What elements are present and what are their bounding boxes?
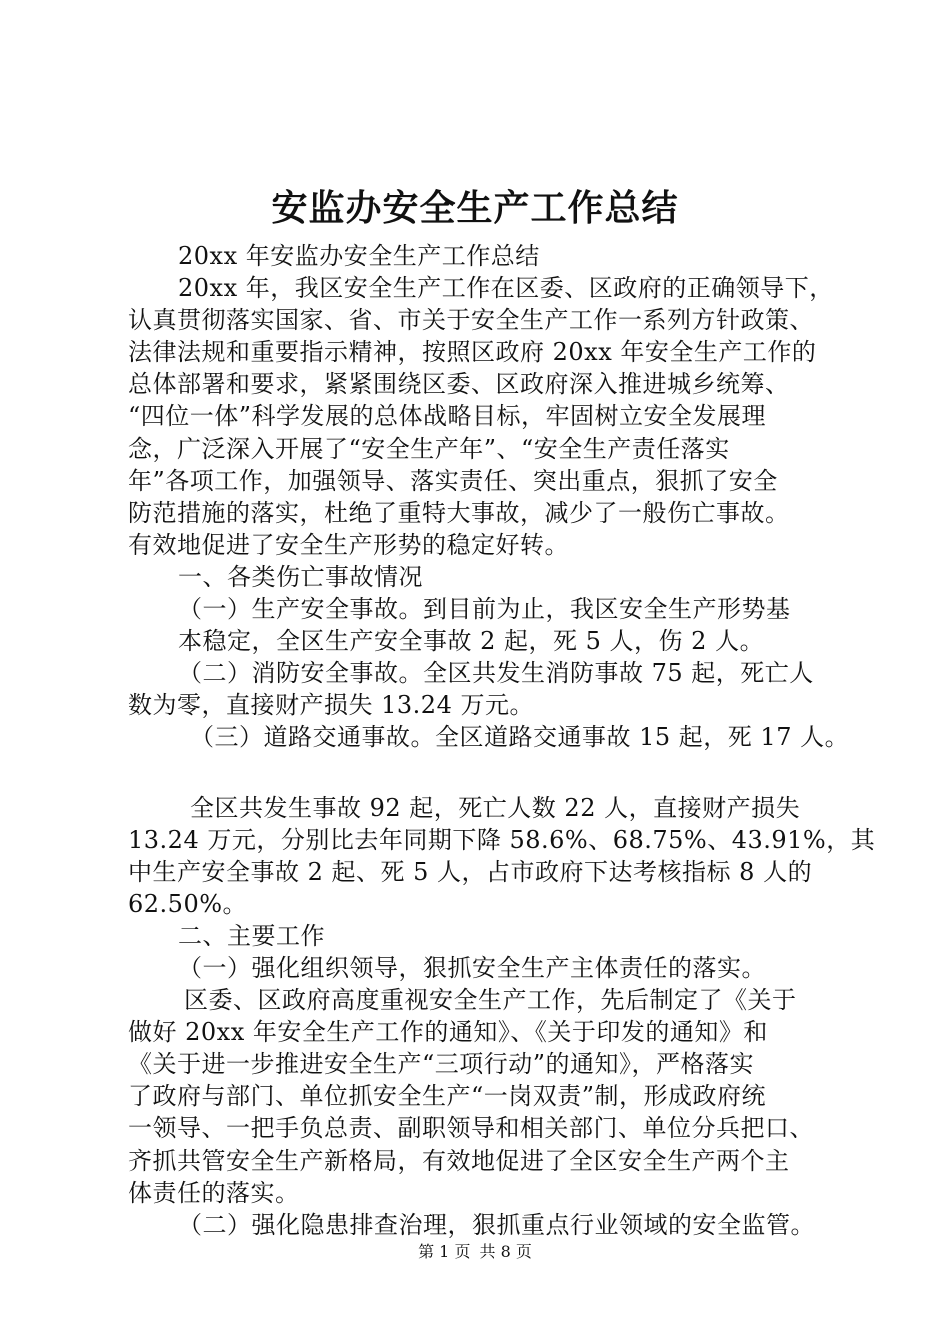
paragraph-line: 中生产安全事故 2 起、死 5 人，占市政府下达考核指标 8 人的: [128, 857, 813, 886]
paragraph-line: 13.24 万元，分别比去年同期下降 58.6%、68.75%、43.91%，其: [128, 825, 876, 854]
subsection-line: （二）消防安全事故。全区共发生消防事故 75 起，死亡人: [178, 659, 814, 688]
paragraph-line: 一领导、一把手负总责、副职领导和相关部门、单位分兵把口、: [128, 1114, 814, 1143]
paragraph-line: 20xx 年，我区安全生产工作在区委、区政府的正确领导下，: [178, 274, 834, 303]
paragraph-line: 防范措施的落实，杜绝了重特大事故，减少了一般伤亡事故。: [128, 498, 790, 527]
subsection-line: （三）道路交通事故。全区道路交通事故 15 起，死 17 人。: [190, 723, 850, 752]
paragraph-line: 齐抓共管安全生产新格局，有效地促进了全区安全生产两个主: [128, 1146, 790, 1175]
paragraph-line: “四位一体”科学发展的总体战略目标，牢固树立安全发展理: [128, 402, 767, 431]
paragraph-line: 了政府与部门、单位抓安全生产“一岗双责”制，形成政府统: [128, 1082, 767, 1111]
subsection-line: （一）生产安全事故。到目前为止，我区安全生产形势基: [178, 595, 791, 624]
paragraph-line: 区委、区政府高度重视安全生产工作，先后制定了《关于: [184, 986, 797, 1015]
subsection-line: （二）强化隐患排查治理，狠抓重点行业领域的安全监管。: [178, 1210, 815, 1239]
paragraph-line: 年”各项工作，加强领导、落实责任、突出重点，狠抓了安全: [128, 466, 778, 495]
paragraph-line: 体责任的落实。: [128, 1178, 300, 1207]
paragraph-line: 有效地促进了安全生产形势的稳定好转。: [128, 530, 569, 559]
subsection-line: （一）强化组织领导，狠抓安全生产主体责任的落实。: [178, 953, 766, 982]
paragraph-line: 认真贯彻落实国家、省、市关于安全生产工作一系列方针政策、: [128, 306, 814, 335]
paragraph-line: 《关于进一步推进安全生产“三项行动”的通知》，严格落实: [128, 1050, 755, 1079]
section-heading: 二、主要工作: [178, 921, 325, 950]
paragraph-line: 本稳定，全区生产安全事故 2 起，死 5 人，伤 2 人。: [178, 627, 765, 656]
paragraph-line: 全区共发生事故 92 起，死亡人数 22 人，直接财产损失: [190, 793, 801, 822]
paragraph-line: 62.50%。: [128, 889, 248, 918]
paragraph-line: 念，广泛深入开展了“安全生产年”、“安全生产责任落实: [128, 434, 730, 463]
subtitle-line: 20xx 年安监办安全生产工作总结: [178, 242, 540, 270]
paragraph-line: 做好 20xx 年安全生产工作的通知》、《关于印发的通知》和: [128, 1018, 768, 1047]
section-heading: 一、各类伤亡事故情况: [178, 562, 423, 591]
document-body: [128, 240, 876, 1241]
paragraph-line: 总体部署和要求，紧紧围绕区委、区政府深入推进城乡统筹、: [128, 370, 790, 399]
page-number: 第 1 页: [418, 1242, 471, 1261]
paragraph-line: 法律法规和重要指示精神，按照区政府 20xx 年安全生产工作的: [128, 338, 817, 367]
blank-gap: [128, 754, 850, 792]
page-total: 共 8 页: [479, 1242, 532, 1261]
paragraph-line: 数为零，直接财产损失 13.24 万元。: [128, 691, 534, 720]
document-title: 安监办安全生产工作总结: [271, 187, 679, 229]
page-footer: [0, 1240, 950, 1264]
